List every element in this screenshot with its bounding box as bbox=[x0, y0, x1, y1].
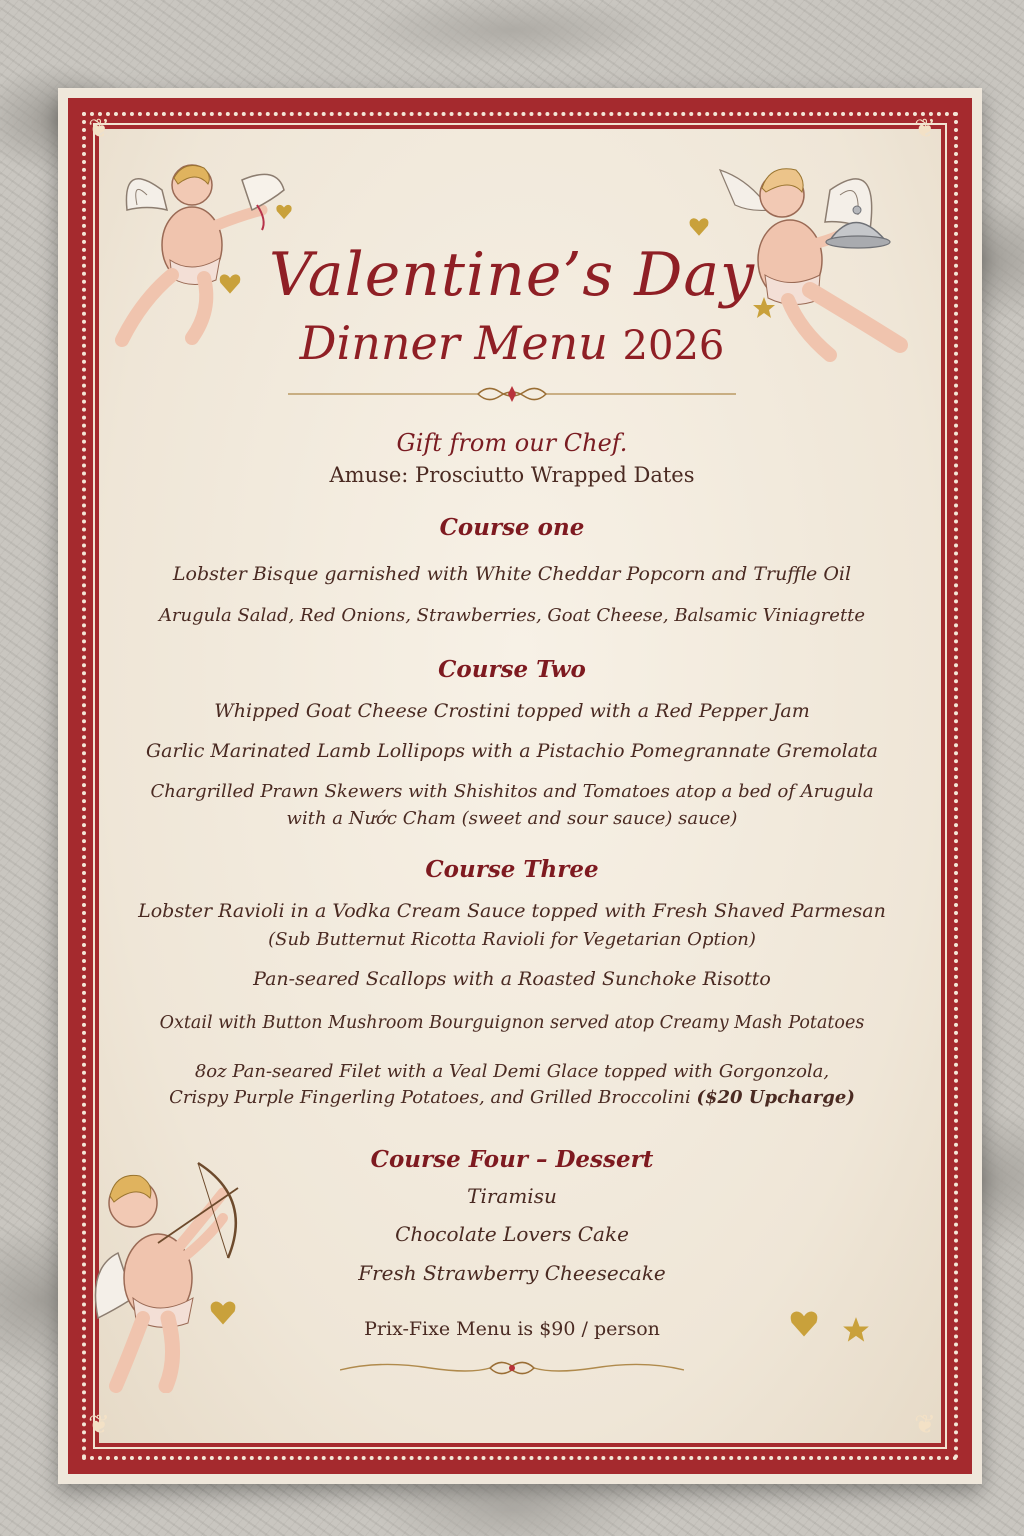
course-heading: Course Four – Dessert bbox=[370, 1146, 654, 1173]
menu-item: Arugula Salad, Red Onions, Strawberries, Goat Cheese, Balsamic Viniagrette bbox=[158, 605, 866, 626]
menu-item: Garlic Marinated Lamb Lollipops with a Pistachio Pomegrannate Gremolata bbox=[146, 740, 878, 762]
scroll-flourish-icon bbox=[288, 382, 736, 406]
upcharge-note: ($20 Upcharge) bbox=[696, 1087, 855, 1108]
price-line: Prix-Fixe Menu is $90 / person bbox=[364, 1318, 660, 1340]
corner-flourish-icon: ❦ bbox=[914, 114, 936, 144]
menu-year: 2026 bbox=[622, 323, 725, 369]
corner-flourish-icon: ❦ bbox=[88, 1410, 110, 1440]
menu-item: Fresh Strawberry Cheesecake bbox=[358, 1261, 666, 1285]
menu-title-dinner: Dinner Menu bbox=[299, 316, 608, 370]
menu-item: Lobster Ravioli in a Vodka Cream Sauce topped with Fresh Shaved Parmesan bbox=[138, 900, 886, 922]
menu-title-line1: Valentine’s Day bbox=[268, 240, 756, 310]
menu-item: Chargrilled Prawn Skewers with Shishitos and Tomatoes atop a bed of Arugula bbox=[150, 781, 874, 802]
menu-item: Oxtail with Button Mushroom Bourguignon served atop Creamy Mash Potatoes bbox=[159, 1013, 865, 1033]
menu-item: Tiramisu bbox=[467, 1184, 557, 1208]
corner-flourish-icon: ❦ bbox=[914, 1410, 936, 1440]
menu-item: Lobster Bisque garnished with White Cheddar Popcorn and Truffle Oil bbox=[172, 563, 852, 585]
corner-flourish-icon: ❦ bbox=[88, 114, 110, 144]
amuse-heading: Gift from our Chef. bbox=[396, 429, 628, 457]
menu-item: Pan-seared Scallops with a Roasted Sunchoke Risotto bbox=[253, 968, 771, 990]
menu-item: with a Nước Cham (sweet and sour sauce) sauce) bbox=[286, 808, 738, 829]
menu-item: 8oz Pan-seared Filet with a Veal Demi Glace topped with Gorgonzola, bbox=[194, 1061, 830, 1082]
menu-item: Whipped Goat Cheese Crostini topped with a Red Pepper Jam bbox=[214, 700, 810, 722]
menu-item-filet-line2 bbox=[100, 1084, 924, 1111]
gold-heart-icon bbox=[688, 217, 710, 237]
course-heading: Course Two bbox=[438, 656, 586, 683]
menu-item: Crispy Purple Fingerling Potatoes, and Grilled Broccolini bbox=[169, 1087, 691, 1108]
menu-item: Chocolate Lovers Cake bbox=[395, 1222, 629, 1246]
course-heading: Course one bbox=[439, 514, 585, 541]
course-heading: Course Three bbox=[425, 856, 599, 883]
menu-title-line2 bbox=[0, 316, 1024, 370]
gold-heart-icon bbox=[275, 204, 293, 220]
amuse-item: Amuse: Prosciutto Wrapped Dates bbox=[329, 463, 695, 487]
scroll-flourish-icon bbox=[340, 1356, 684, 1380]
menu-item: (Sub Butternut Ricotta Ravioli for Vegetarian Option) bbox=[268, 929, 756, 950]
